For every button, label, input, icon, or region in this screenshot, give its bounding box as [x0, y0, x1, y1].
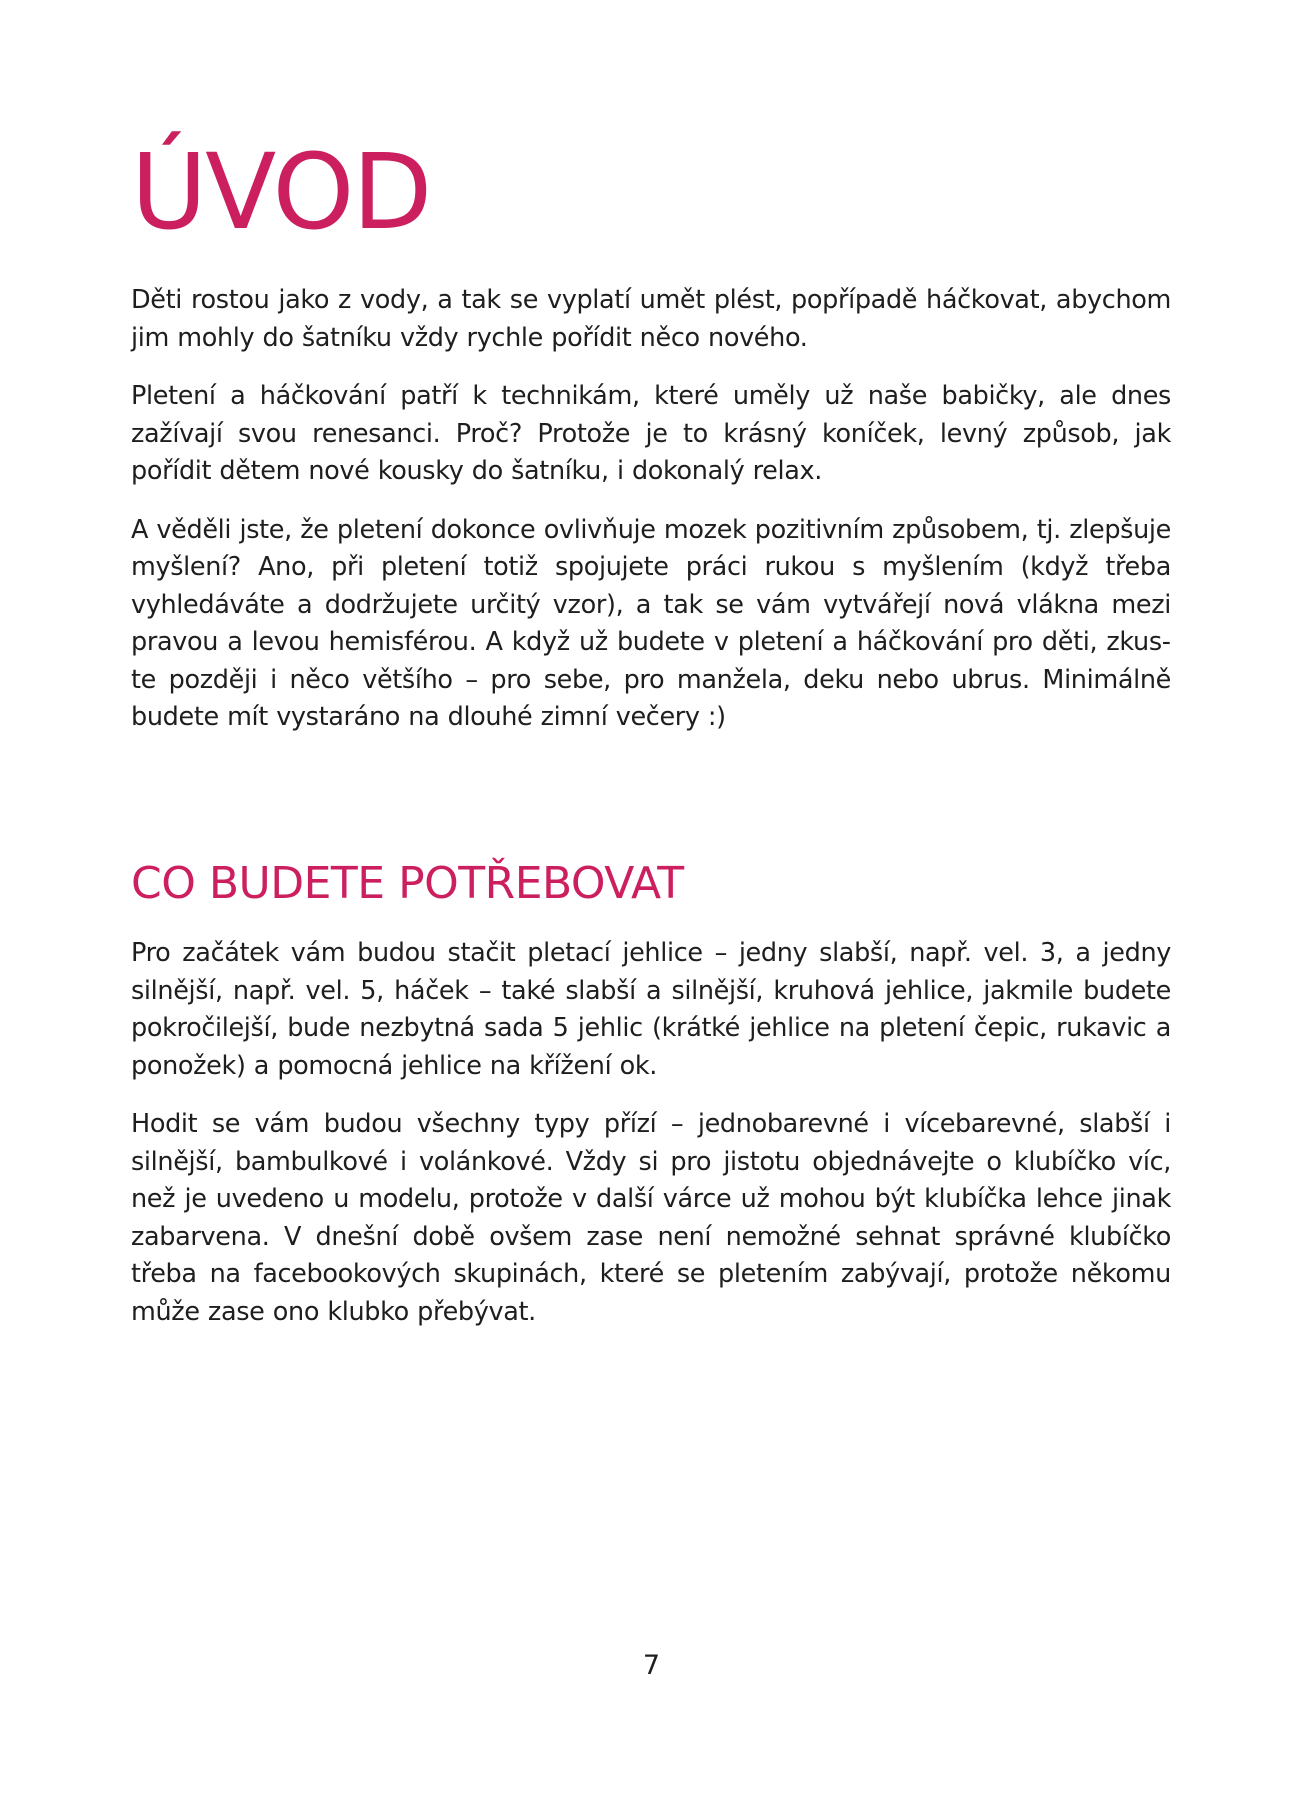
page-number: 7 — [642, 1650, 661, 1681]
needs-section — [131, 935, 1171, 1352]
intro-paragraph-3: A věděli jste, že pletení dokonce ovlivňuje mozek pozitivním způsobem, tj. zlepšuje myšlení? Ano, při pletení totiž spojujete práci rukou s myšlením (když třeba vyhledáváte a dodržujete určitý vzor), a tak se vám vytvářejí nová vlákna mezi pravou a levou hemisférou. A když už budete v pletení a háčkování pro děti, zkuste později i něco většího – pro sebe, pro manžela, deku nebo ubrus. Minimálně budete mít vystaráno na dlouhé zimní večery :) — [131, 514, 1171, 732]
page-title: ÚVOD — [131, 131, 431, 253]
needs-paragraph-1: Pro začátek vám budou stačit pletací jehlice – jedny slabší, např. vel. 3, a jedny silnější, např. vel. 5, háček – také slabší a silnější, kruhová jehlice, jakmile budete pokročilejší, bude nezbytná sada 5 jehlic (krátké jehlice na pletení čepic, rukavic a ponožek) a pomocná jehlice na křížení ok. — [131, 938, 1171, 1081]
intro-section — [131, 282, 1171, 758]
needs-paragraph-2: Hodit se vám budou všechny typy přízí – jednobarevné i vícebarevné, slabší i silnější, bambulkové i volánkové. Vždy si pro jistotu objednávejte o klubíčko víc, než je uvedeno u modelu, protože v další várce už mohou být klubíčka lehce jinak zabarvena. V dnešní době ovšem zase není nemožné sehnat správné klubíčko třeba na facebookových skupinách, které se pletením zabývají, protože někomu může zase ono klubko přebývat. — [131, 1109, 1171, 1327]
intro-paragraph-1: Děti rostou jako z vody, a tak se vyplatí umět plést, popřípadě háčkovat, abychom jim mohly do šatníku vždy rychle pořídit něco nového. — [131, 285, 1171, 353]
intro-paragraph-2: Pletení a háčkování patří k technikám, které uměly už naše babičky, ale dnes zažívají svou renesanci. Proč? Protože je to krásný koníček, levný způsob, jak pořídit dětem nové kousky do šatníku, i dokonalý relax. — [131, 381, 1171, 486]
section-heading-needs: CO BUDETE POTŘEBOVAT — [131, 858, 684, 909]
